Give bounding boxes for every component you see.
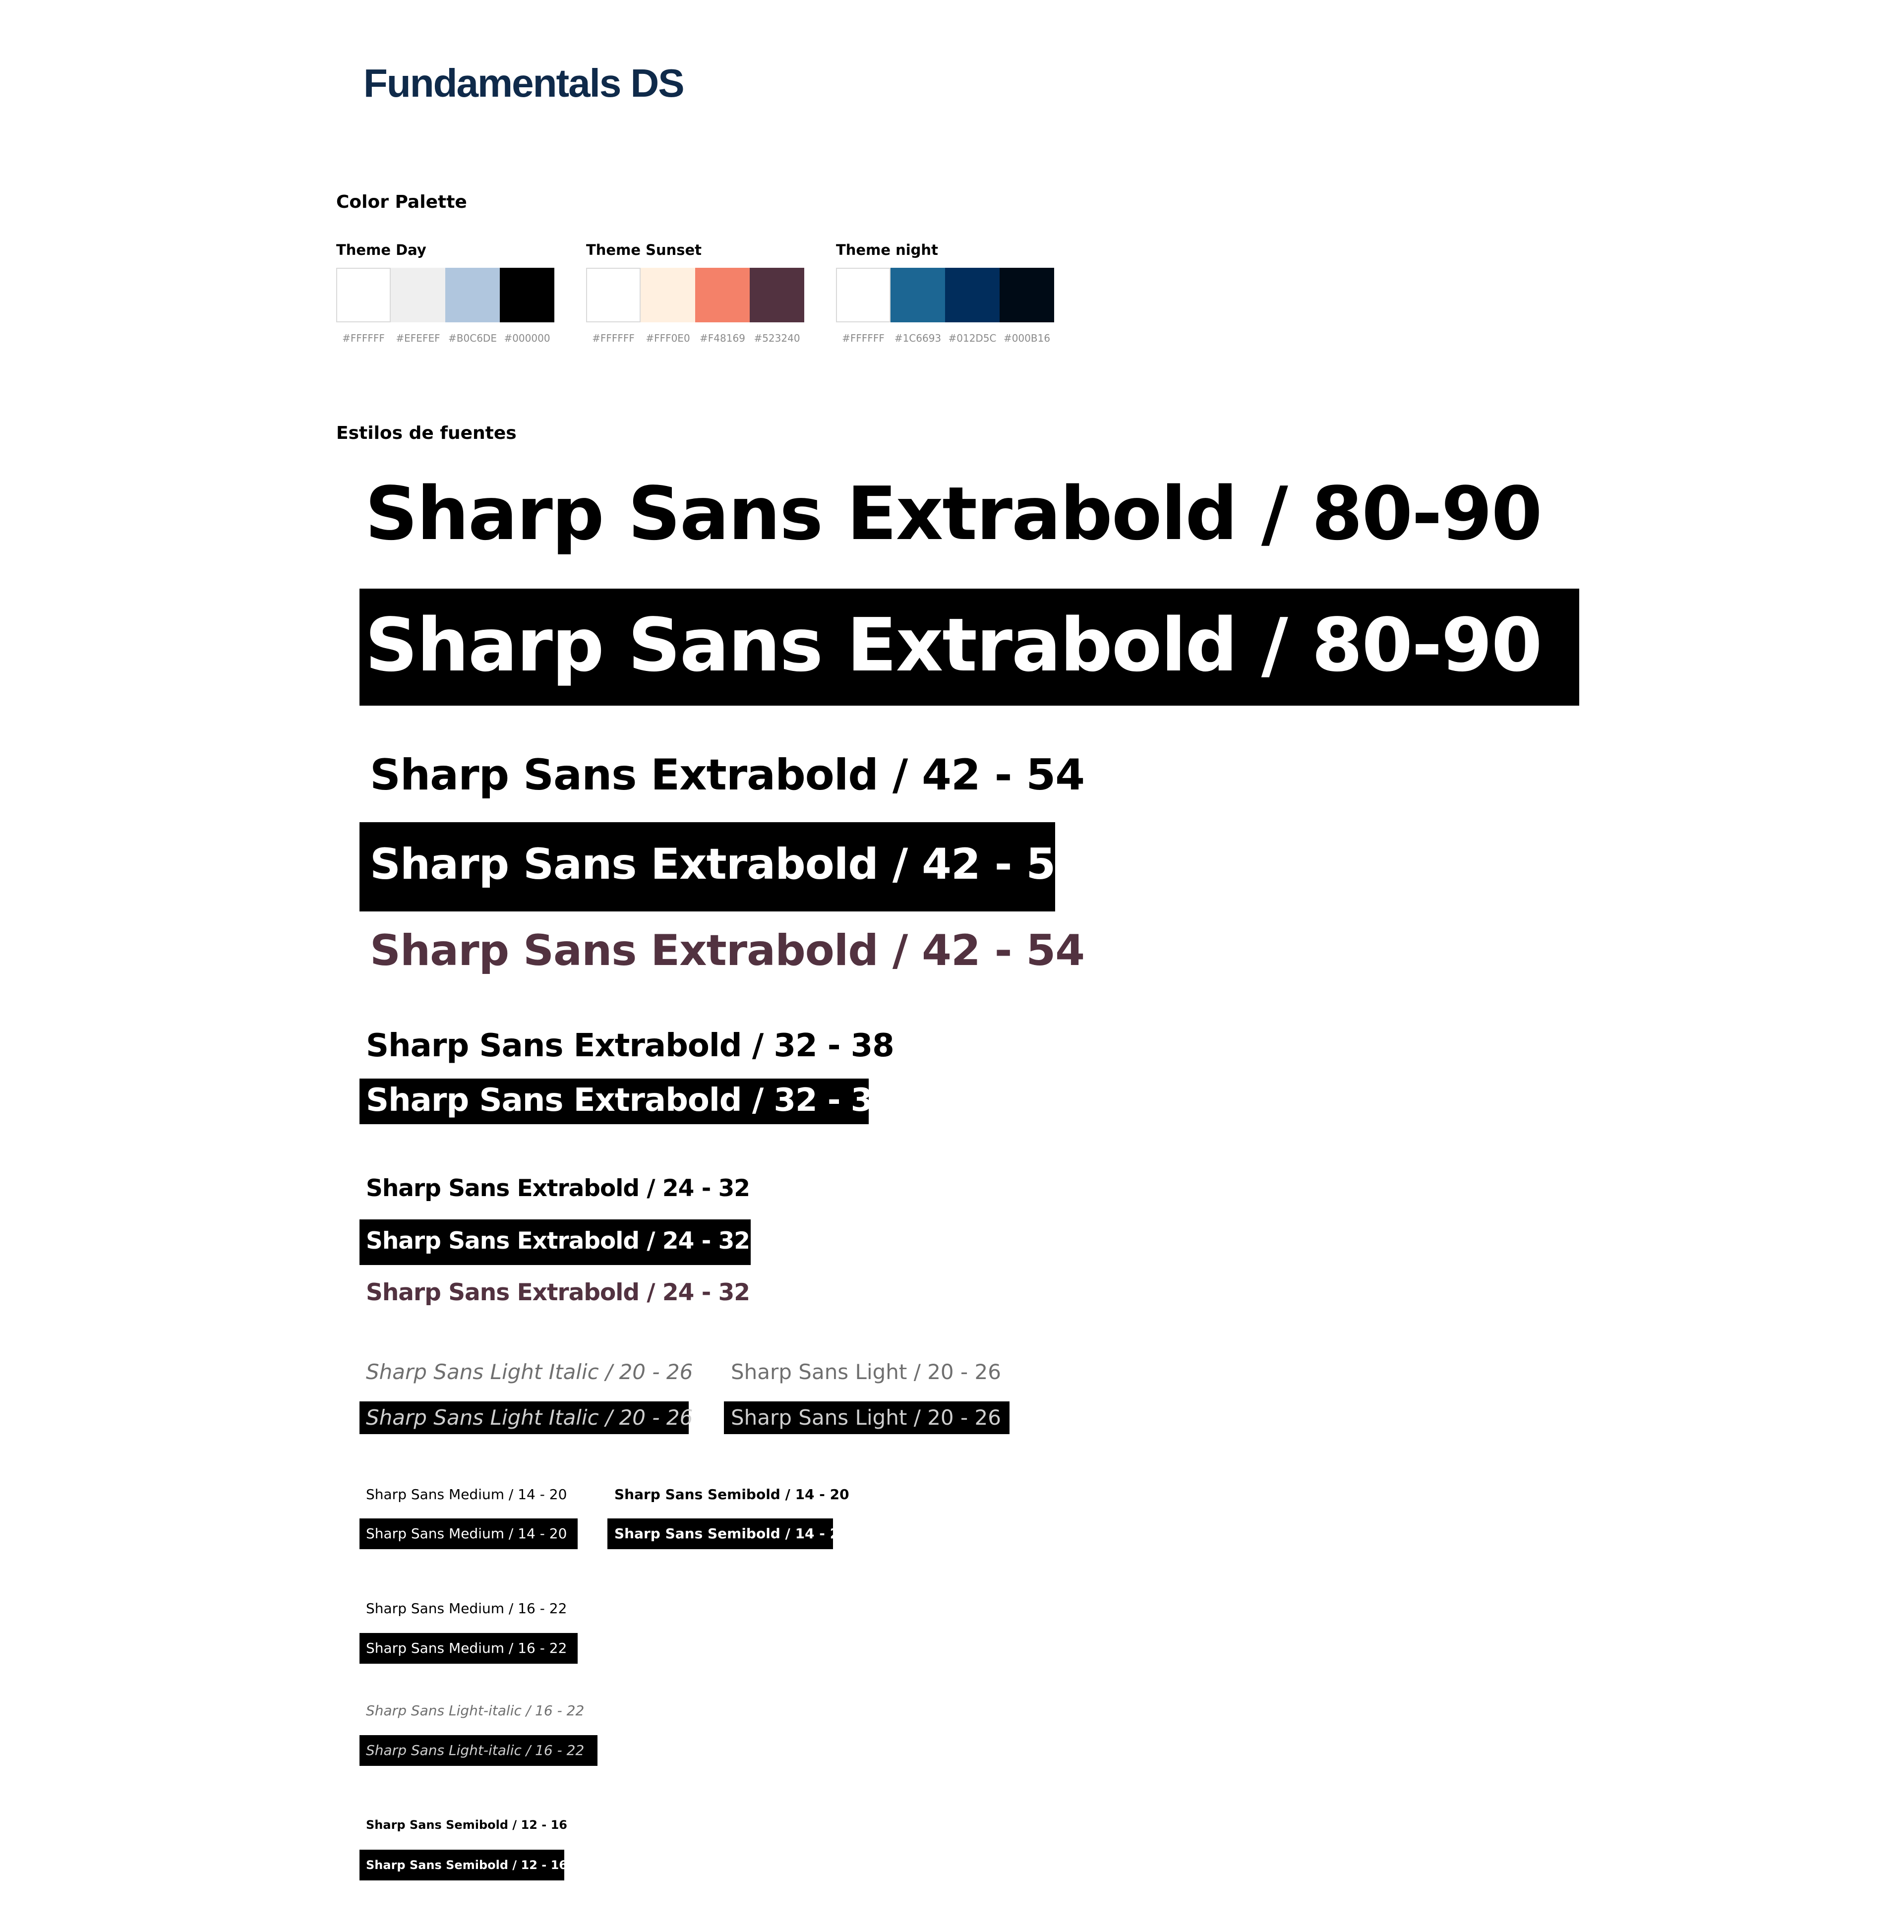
sample-extrabold-42-plum: Sharp Sans Extrabold / 42 - 54 [370,926,1085,975]
sample-semibold-14: Sharp Sans Semibold / 14 - 20 [614,1486,849,1503]
sample-extrabold-32: Sharp Sans Extrabold / 32 - 38 [366,1027,894,1064]
sample-light-italic-16-inverted: Sharp Sans Light-italic / 16 - 22 [359,1735,597,1766]
hex-label: #FFFFFF [592,332,635,344]
theme-night-hex-labels [836,332,1054,344]
theme-night-swatches [836,268,1054,322]
hex-label: #000B16 [1003,332,1051,344]
hex-label: #F48169 [700,332,745,344]
swatch-plum [750,268,804,322]
hex-label: #FFFFFF [342,332,385,344]
color-palette-title: Color Palette [336,192,467,212]
sample-medium-14-inverted: Sharp Sans Medium / 14 - 20 [359,1518,578,1549]
hex-label: #B0C6DE [448,332,497,344]
swatch-white [836,268,891,322]
theme-sunset-swatches [586,268,804,322]
theme-day-title: Theme Day [336,242,426,258]
swatch-black [500,268,554,322]
sample-extrabold-24: Sharp Sans Extrabold / 24 - 32 [366,1175,750,1202]
theme-day-swatches [336,268,554,322]
font-styles-title: Estilos de fuentes [336,423,517,443]
theme-sunset-hex-labels [586,332,804,344]
sample-extrabold-80: Sharp Sans Extrabold / 80-90 [365,471,1542,556]
sample-extrabold-80-inverted: Sharp Sans Extrabold / 80-90 [359,589,1579,706]
sample-extrabold-42-inverted: Sharp Sans Extrabold / 42 - 54 [359,822,1055,911]
sample-light-20: Sharp Sans Light / 20 - 26 [731,1360,1001,1384]
sample-medium-16: Sharp Sans Medium / 16 - 22 [366,1600,567,1617]
sample-semibold-12: Sharp Sans Semibold / 12 - 16 [366,1818,567,1832]
sample-extrabold-24-inverted: Sharp Sans Extrabold / 24 - 32 [359,1219,751,1265]
sample-light-italic-20: Sharp Sans Light Italic / 20 - 26 [366,1360,693,1384]
hex-label: #000000 [504,332,550,344]
sample-light-italic-16: Sharp Sans Light-italic / 16 - 22 [366,1702,585,1719]
sample-extrabold-42: Sharp Sans Extrabold / 42 - 54 [370,750,1085,800]
theme-night-title: Theme night [836,242,938,258]
swatch-cream [641,268,695,322]
sample-medium-14: Sharp Sans Medium / 14 - 20 [366,1486,567,1503]
theme-day-hex-labels [336,332,554,344]
sample-light-20-inverted: Sharp Sans Light / 20 - 26 [724,1401,1010,1434]
swatch-salmon [695,268,750,322]
sample-light-italic-20-inverted: Sharp Sans Light Italic / 20 - 26 [359,1401,689,1434]
swatch-navy [945,268,1000,322]
sample-extrabold-24-plum: Sharp Sans Extrabold / 24 - 32 [366,1279,750,1306]
swatch-blue [891,268,945,322]
swatch-light-blue [445,268,500,322]
hex-label: #FFF0E0 [646,332,690,344]
sample-semibold-12-inverted: Sharp Sans Semibold / 12 - 16 [359,1850,564,1880]
swatch-white [586,268,641,322]
brand-title: Fundamentals DS [363,61,684,105]
theme-sunset-title: Theme Sunset [586,242,702,258]
sample-medium-16-inverted: Sharp Sans Medium / 16 - 22 [359,1633,578,1664]
swatch-midnight [1000,268,1054,322]
sample-extrabold-32-inverted: Sharp Sans Extrabold / 32 - 38 [359,1079,869,1124]
hex-label: #523240 [754,332,800,344]
swatch-white [336,268,391,322]
swatch-light-gray [391,268,445,322]
hex-label: #012D5C [948,332,997,344]
hex-label: #EFEFEF [396,332,440,344]
hex-label: #1C6693 [894,332,942,344]
hex-label: #FFFFFF [842,332,885,344]
sample-semibold-14-inverted: Sharp Sans Semibold / 14 - 20 [607,1518,833,1549]
